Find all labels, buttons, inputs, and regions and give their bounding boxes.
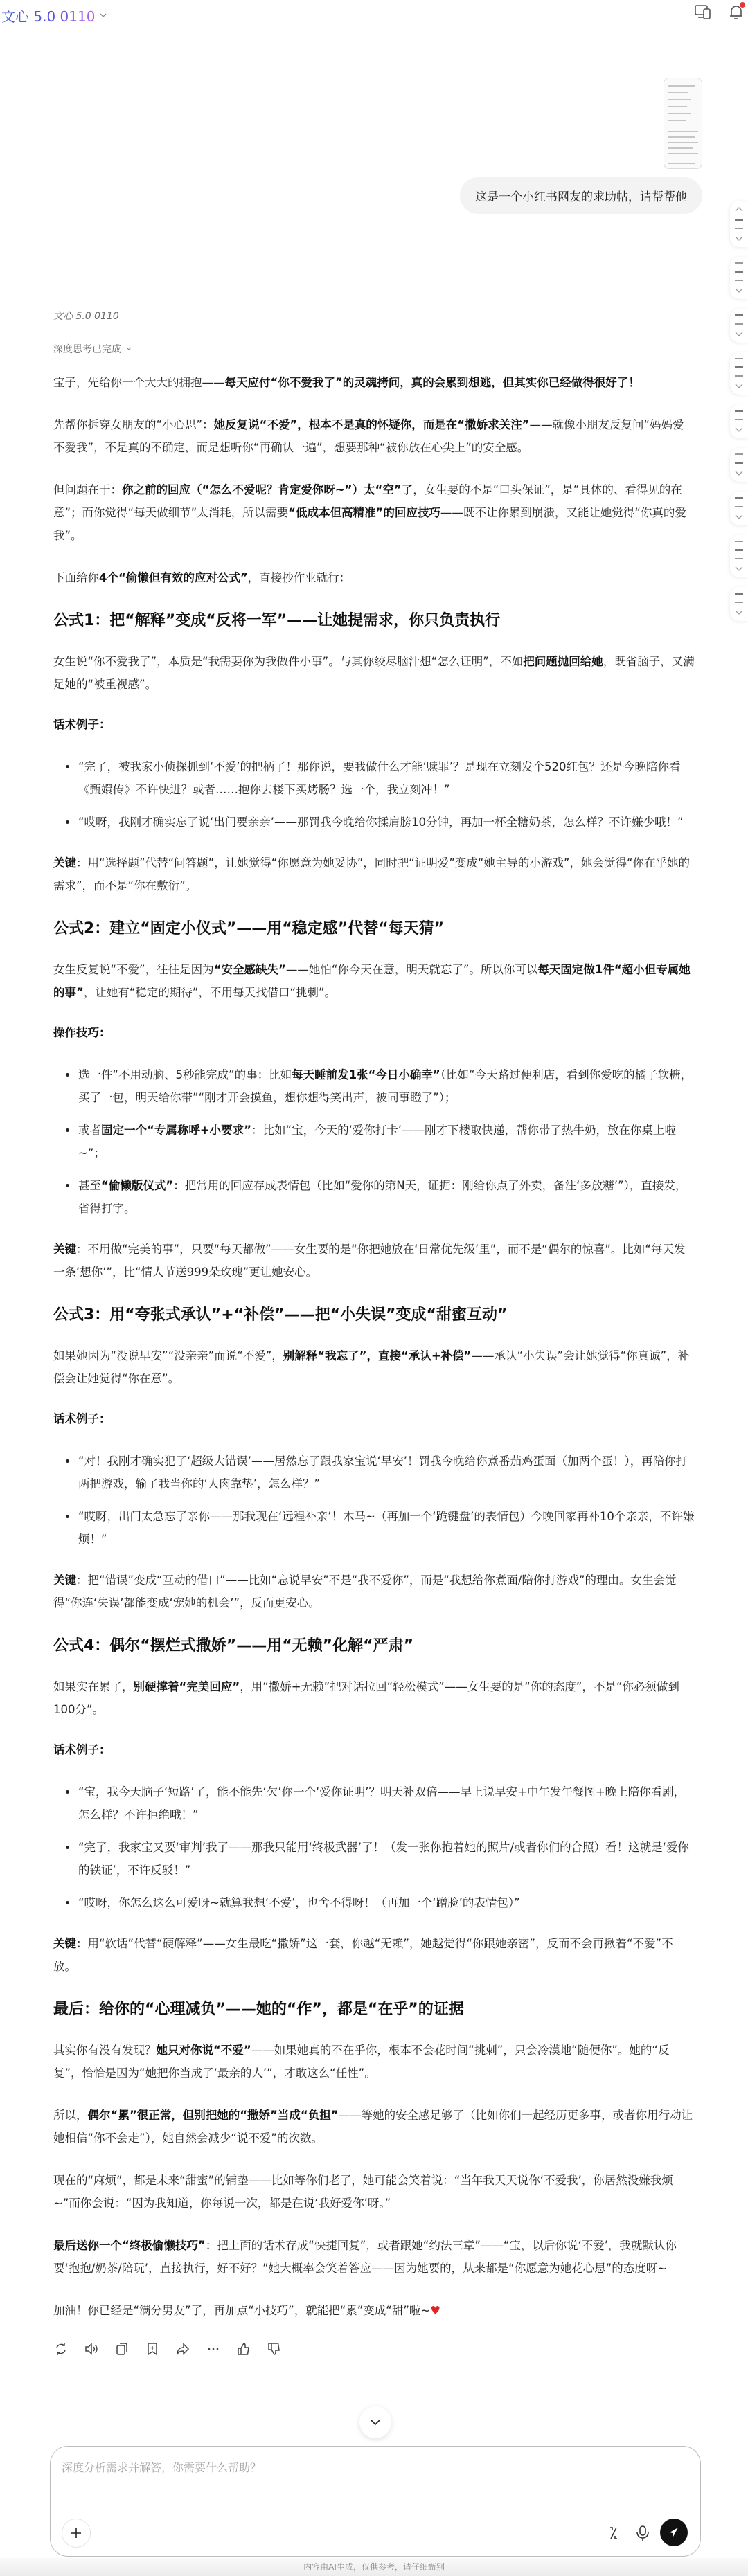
answer-model-label: 文心 5.0 0110 [53,311,119,322]
list-item: 甚至“偷懒版仪式”：把常用的回应存成表情包（比如“爱你的第N天，证据：刚给你点了外卖，备注‘多放糖’”），直接发，省得打字。 [53,1174,695,1220]
outline-marker [735,366,743,368]
list-item: “哎呀，我刚才确实忘了说‘出门要亲亲’——那罚我今晚给你揉肩膀10分钟，再加一杯全糖奶茶，怎么样？不许嫌少哦！” [53,811,695,834]
chevron-down-icon [735,384,743,389]
copy-icon[interactable] [114,2341,130,2357]
chevron-down-icon [735,471,743,476]
chevron-down-icon [125,345,132,352]
example-list [53,755,695,834]
section-heading-formula-1: 公式1：把“解释”变成“反将一军”——让她提需求，你只负责执行 [53,612,501,629]
heart-icon: ♥ [430,2304,441,2317]
send-button[interactable] [660,2519,688,2546]
outline-marker [735,453,743,455]
outline-marker [735,506,743,507]
speaker-icon[interactable] [84,2341,99,2357]
model-switcher[interactable] [1,6,107,26]
outline-marker [735,410,743,412]
paragraph: 先帮你拆穿女朋友的“小心思”：她反复说“不爱”，根本不是真的怀疑你，而是在“撒娇求关注”——就像小朋友反复问“妈妈爱不爱我”，不是真的不确定，而是想听你“再确认一遍”，想要那种“被你放在心尖上”的安全感。 [53,418,684,454]
paragraph-closing: 加油！你已经是“满分男友”了，再加点“小技巧”，就能把“累”变成“甜”啦~♥ [53,2304,441,2317]
outline-marker [735,419,743,420]
outline-marker [735,593,743,595]
outline-marker [735,262,743,264]
ai-disclaimer: 内容由AI生成，仅供参考，请仔细甄别 [0,2558,748,2576]
add-attachment-button[interactable] [62,2519,91,2548]
key-paragraph: 关键：把“错误”变成“互动的借口”——比如“忘说早安”不是“我不爱你”，而是“我想给你煮面/陪你打游戏”的理由。女生会觉得“你连‘失误’都能变成‘宠她的机会’”，反而更安心。 [53,1574,677,1610]
tips-list [53,1063,695,1220]
paragraph: 女生反复说“不爱”，往往是因为“安全感缺失”——她怕“你今天在意，明天就忘了”。所以你可以每天固定做1件“超小但专属她的事”，让她有“稳定的期待”，不用每天找借口“挑刺”。 [53,963,691,999]
share-icon[interactable] [175,2341,190,2357]
chevron-up-icon [735,206,743,212]
outline-group[interactable] [730,404,748,438]
example-list [53,1450,695,1551]
microphone-icon[interactable] [634,2524,652,2542]
formula-icon[interactable] [605,2524,623,2542]
send-icon [668,2526,680,2539]
outline-marker [735,558,743,559]
outline-marker [735,375,743,377]
scroll-to-bottom-button[interactable] [359,2406,391,2438]
multi-device-icon[interactable] [694,3,712,21]
outline-group[interactable] [730,535,748,577]
notification-dot [740,2,745,8]
outline-navigator[interactable] [730,201,748,631]
examples-label: 话术例子： [53,1412,111,1425]
paragraph: 如果实在累了，别硬撑着“完美回应”，用“撒娇+无赖”把对话拉回“轻松模式”——女生要的是“你的态度”，不是“你必须做到100分”。 [53,1680,679,1716]
outline-group[interactable] [730,257,748,299]
outline-marker [735,541,743,542]
assistant-answer [0,309,748,2357]
outline-marker [735,497,743,499]
user-message [0,30,748,204]
section-heading-formula-4: 公式4：偶尔“摆烂式撒娇”——用“无赖”化解“严肃” [53,1637,414,1655]
list-item: “哎呀，你怎么这么可爱呀~就算我想‘不爱’，也舍不得呀！（再加一个‘蹭脸’的表情包）” [53,1891,695,1914]
more-icon[interactable] [206,2341,221,2357]
thumbs-down-icon[interactable] [267,2341,282,2357]
answer-actions [53,2341,695,2357]
outline-marker [735,358,743,359]
thinking-toggle[interactable] [53,342,132,356]
paragraph: 但问题在于：你之前的回应（“怎么不爱呢？肯定爱你呀~”）太“空”了，女生要的不是“口头保证”，是“具体的、看得见的在意”；而你觉得“每天做细节”太消耗，所以需要“低成本但高精准”的回应技巧——既不让你累到崩溃，又能让她觉得“你真的爱我”。 [53,483,686,542]
outline-group[interactable] [730,352,748,395]
chevron-down-icon [735,332,743,337]
paragraph: 最后送你一个“终极偷懒技巧”：把上面的话术存成“快捷回复”，或者跟她“约法三章”——“宝，以后你说‘不爱’，我就默认你要‘抱抱/奶茶/陪玩’，直接执行，好不好？”她大概率会笑着答应——因为她要的，从来都是“你愿意为她花心思”的态度呀~ [53,2239,677,2275]
paragraph: 现在的“麻烦”，都是未来“甜蜜”的铺垫——比如等你们老了，她可能会笑着说：“当年我天天说你‘不爱我’，你居然没嫌我烦~”而你会说：“因为我知道，你每说一次，都是在说‘我好爱你’呀。” [53,2174,673,2210]
examples-label: 话术例子： [53,1743,111,1756]
thumbs-up-icon[interactable] [236,2341,251,2357]
key-paragraph: 关键：用“软话”代替“硬解释”——女生最吃“撒娇”这一套，你越“无赖”，她越觉得“你跟她亲密”，反而不会再揪着“不爱”不放。 [53,1937,673,1973]
outline-marker [735,462,743,464]
key-paragraph: 关键：不用做“完美的事”，只要“每天都做”——女生要的是“你把她放在‘日常优先级’里”，而不是“偶尔的惊喜”。比如“每天发一条‘想你’”，比“情人节送999朵玫瑰”更让她安心。 [53,1243,686,1279]
list-item: 选一件“不用动脑、5秒能完成”的事：比如每天睡前发1张“今日小确幸”（比如“今天路过便利店，看到你爱吃的橘子软糖，买了一包，明天给你带”“刚才开会摸鱼，想你想得笑出声，被同事瞪了”）； [53,1063,695,1109]
top-bar [0,0,748,30]
section-heading-formula-2: 公式2：建立“固定小仪式”——用“稳定感”代替“每天猜” [53,920,445,937]
key-paragraph: 关键：用“选择题”代替“问答题”，让她觉得“你愿意为她妥协”，同时把“证明爱”变成“她主导的小游戏”，她会觉得“你在乎她的需求”，而不是“你在敷衍”。 [53,856,691,892]
outline-marker [735,602,743,603]
chevron-down-icon [735,610,743,615]
model-name: 文心 5.0 0110 [1,6,95,26]
list-item: “完了，我家宝又要‘审判’我了——那我只能用‘终极武器’了！（发一张你抱着她的照片/或者你们的合照）看！这就是‘爱你的铁证’，不许反驳！” [53,1836,695,1882]
chevron-down-icon [370,2419,381,2426]
answer-content [53,371,695,2322]
chevron-down-icon [735,288,743,294]
section-heading-formula-3: 公式3：用“夸张式承认”+“补偿”——把“小失误”变成“甜蜜互动” [53,1306,508,1324]
outline-marker [735,280,743,281]
example-list [53,1781,695,1914]
list-item: 或者固定一个“专属称呼+小要求”：比如“宝，今天的‘爱你打卡’——刚才下楼取快递，帮你带了热牛奶，放在你桌上啦~”； [53,1119,695,1164]
section-heading-final: 最后：给你的“心理减负”——她的“作”，都是“在乎”的证据 [53,2001,464,2018]
outline-group[interactable] [730,492,748,525]
plus-icon [71,2528,82,2539]
outline-marker [735,549,743,551]
bookmark-icon[interactable] [145,2341,160,2357]
message-input[interactable] [62,2459,685,2507]
paragraph-intro: 宝子，先给你一个大大的拥抱——每天应付“你不爱我了”的灵魂拷问，真的会累到想逃，但其实你已经做得很好了！ [53,376,640,389]
outline-marker [735,314,743,316]
bell-icon[interactable] [727,3,745,21]
outline-marker [735,271,743,273]
list-item: “宝，我今天脑子‘短路’了，能不能先‘欠’你一个‘爱你证明’？明天补双倍——早上说早安+中午发午餐图+晚上陪你看剧，怎么样？不许拒绝哦！” [53,1781,695,1826]
outline-group[interactable] [730,448,748,482]
paragraph: 下面给你4个“偷懒但有效的应对公式”，直接抄作业就行： [53,571,351,584]
list-item: “哎呀，出门太急忘了亲你——那我现在‘远程补亲’！木马~（再加一个‘跪键盘’的表情包）今晚回家再补10个亲亲，不许嫌烦！” [53,1505,695,1551]
outline-group[interactable] [730,309,748,343]
chevron-down-icon [99,11,107,19]
message-composer [50,2446,701,2557]
paragraph: 女生说“你不爱我了”，本质是“我需要你为我做件小事”。与其你绞尽脑汁想“怎么证明”，不如把问题抛回给她，既省脑子，又满足她的“被重视感”。 [53,655,695,691]
outline-marker [735,323,743,325]
thinking-label: 深度思考已完成 [53,344,121,355]
user-bubble: 这是一个小红书网友的求助帖，请帮帮他 [460,177,702,214]
attachment-thumbnail[interactable] [664,78,702,169]
chevron-down-icon [735,427,743,433]
examples-label: 话术例子： [53,718,111,731]
chevron-down-icon [735,514,743,520]
outline-marker [735,228,743,229]
chevron-down-icon [735,236,743,242]
paragraph: 如果她因为“没说早安”“没亲亲”而说“不爱”，别解释“我忘了”，直接“承认+补偿”——承认“小失误”会让她觉得“你真诚”，补偿会让她觉得“你在意”。 [53,1349,690,1385]
chevron-down-icon [735,566,743,572]
outline-marker [735,219,743,221]
regenerate-icon[interactable] [53,2341,69,2357]
outline-group[interactable] [730,201,748,247]
paragraph: 其实你有没有发现？她只对你说“不爱”——如果她真的不在乎你，根本不会花时间“挑刺”，只会冷漠地“随便你”。她的“反复”，恰恰是因为“她把你当成了‘最亲的人’”，才敢这么“任性”。 [53,2044,670,2080]
list-item: “完了，被我家小侦探抓到‘不爱’的把柄了！那你说，要我做什么才能‘赎罪’？是现在立刻发个520红包？还是今晚陪你看《甄嬛传》不许快进？或者……抱你去楼下买烤肠？选一个，我立刻冲！” [53,755,695,801]
tips-label: 操作技巧： [53,1026,111,1039]
outline-group[interactable] [730,587,748,621]
paragraph: 所以，偶尔“累”很正常，但别把她的“撒娇”当成“负担”——等她的安全感足够了（比如你们一起经历更多事，或者你用行动让她相信“你不会走”），她自然会减少“说不爱”的次数。 [53,2109,693,2145]
list-item: “对！我刚才确实犯了‘超级大错误’——居然忘了跟我家宝说‘早安’！罚我今晚给你煮番茄鸡蛋面（加两个蛋！），再陪你打两把游戏，输了我当你的‘人肉靠垫’，怎么样？” [53,1450,695,1495]
